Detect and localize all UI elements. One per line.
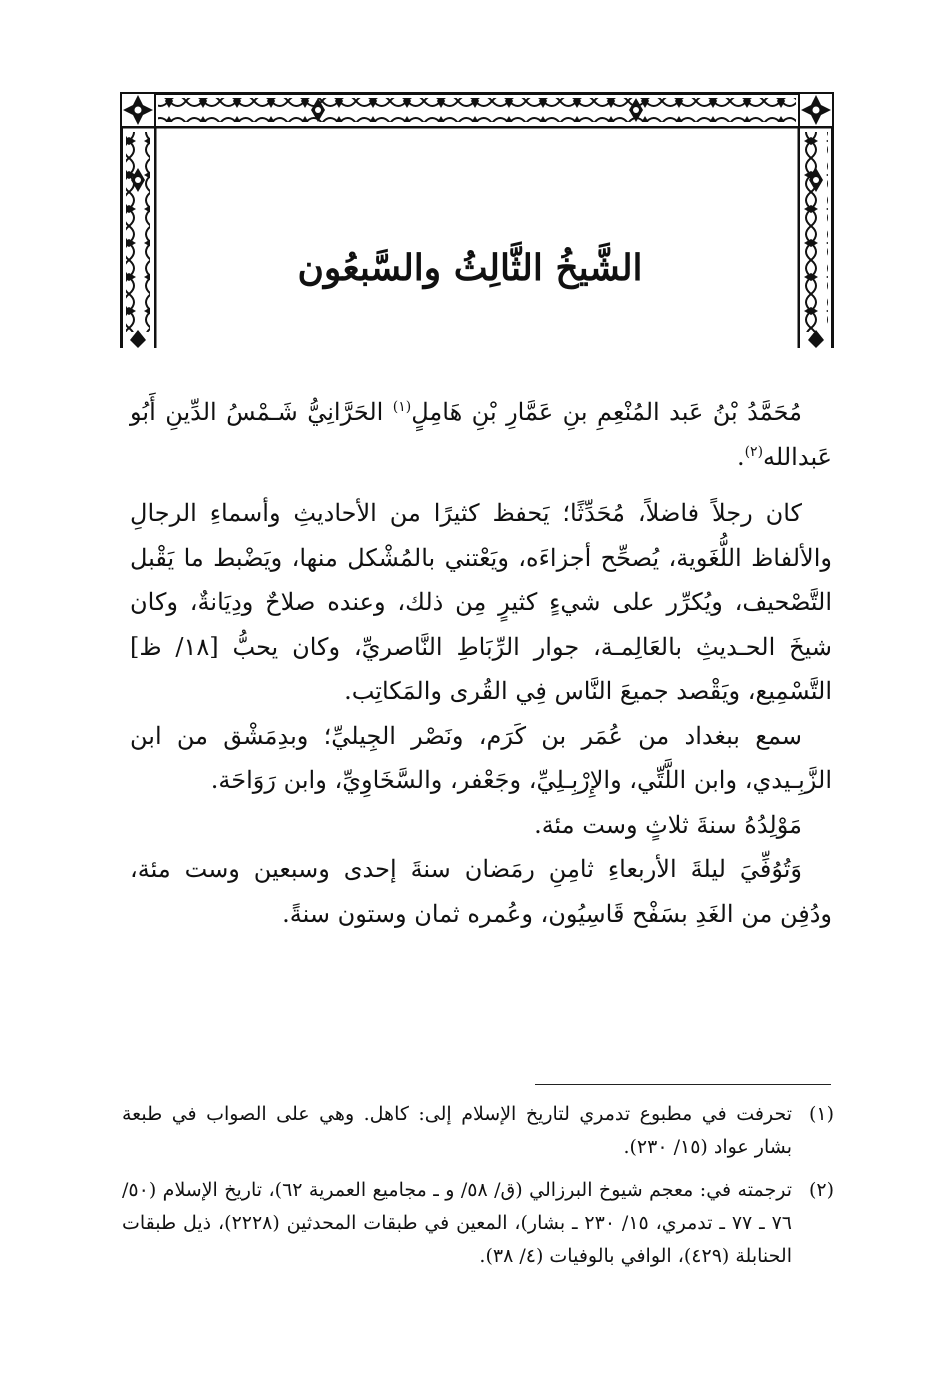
ornamental-border-icon <box>118 90 836 350</box>
entry-name-paragraph <box>130 390 832 479</box>
paragraph-birth: مَوْلِدُهُ سنةَ ثلاثٍ وست مئة. <box>534 810 802 839</box>
main-text <box>130 390 832 936</box>
footnote-ref-2[interactable]: (٢) <box>744 443 764 460</box>
footnote-number: (٢) <box>808 1179 834 1201</box>
footnote-text: تحرفت في مطبوع تدمري لتاريخ الإسلام إلى: كاهل. وهي على الصواب في طبعة بشار عواد (١٥/ ٢٣٠). <box>122 1103 792 1158</box>
entry-name: مُحَمَّدُ بْنُ عَبد المُنْعِمِ بنِ عَمَّارِ بْنِ هَامِلٍ <box>411 398 802 426</box>
entry-name-continued: الحَرَّانِيُّ شَـمْسُ الدِّينِ أَبُو عَبدالله <box>130 398 832 471</box>
footnote-item <box>122 1174 834 1273</box>
ornamental-frame <box>118 90 836 350</box>
footnote-separator <box>535 1084 831 1085</box>
footnote-ref-1[interactable]: (١) <box>392 399 412 415</box>
footnote-number: (١) <box>808 1103 834 1125</box>
entry-name-end: . <box>736 442 745 471</box>
footnote-text: ترجمته في: معجم شيوخ البرزالي (ق/ ٥٨/ و ـ مجاميع العمرية ٦٢)، تاريخ الإسلام (٥٠/ ٧٦ ـ ٧٧ ـ تدمري، ١٥/ ٢٣٠ ـ بشار)، المعين في طبقات المحدثين (٢٢٢٨)، ذيل طبقات الحنابلة (٤٢٩)، الوافي بالوفيات (٤/ ٣٨). <box>122 1179 792 1267</box>
paragraph-teachers: سمع ببغداد من عُمَر بن كَرَم، ونَصْر الجِيليِّ؛ وبدِمَشْق من ابن الزَّبِـيدي، وابن اللَّتِّي، والإِرْبِـلِيِّ، وجَعْفر، والسَّخَاوِيِّ، وابن رَوَاحَة. <box>130 721 832 794</box>
footnote-item <box>122 1098 834 1164</box>
footnotes <box>122 1098 834 1283</box>
paragraph-biography: كان رجلاً فاضلاً، مُحَدِّثًا؛ يَحفظ كثيرًا من الأحاديثِ وأسماءِ الرجالِ والألفاظ اللُّغَوية، يُصحِّح أجزاءَه، ويَعْتني بالمُشْكل منها، ويَضْبط ما يَقْبل التَّصْحيف، ويُكرِّر على شيءٍ كثيرٍ مِن ذلك، وعنده صلاحٌ ودِيَانةٌ، وكان شيخَ الحـديثِ بالعَالِمـة، جوار الرِّبَاطِ النَّاصريِّ، وكان يحبُّ [١٨/ ظ] التَّسْمِيع، ويَقْصد جميعَ النَّاس فِي القُرى والمَكاتِب. <box>130 499 832 705</box>
paragraph-death: وَتُوُفِّيَ ليلةَ الأربعاءِ ثامِنِ رمَضان سنةَ إحدى وسبعين وست مئة، ودُفِن من الغَدِ بسَفْح قَاسِيُون، وعُمره ثمان وستون سنةً. <box>130 855 832 928</box>
chapter-title: الشَّيخُ الثَّالِثُ والسَّبعُون <box>297 247 643 289</box>
